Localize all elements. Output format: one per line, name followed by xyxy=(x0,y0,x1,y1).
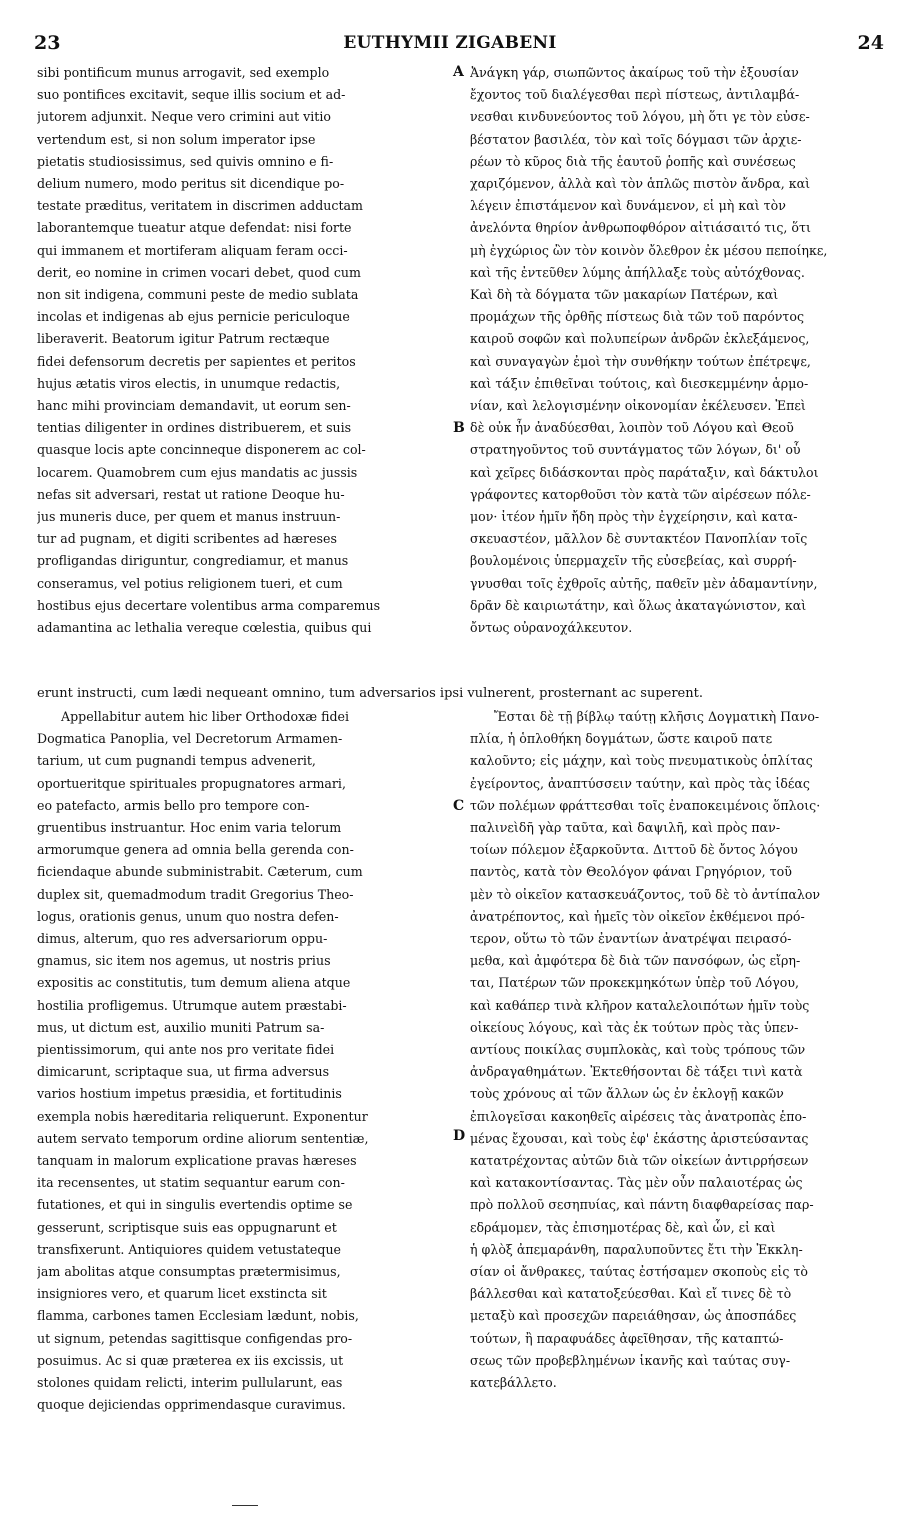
text-line: locarem. Quamobrem cum ejus mandatis ac jussis xyxy=(37,464,358,480)
text-line: καὶ συναγαγὼν ἐμοὶ τὴν συνθήκην τούτων ἐπέτρεψε, xyxy=(470,353,811,369)
text-line: futationes, et qui in singulis evertendis optime se xyxy=(37,1197,353,1213)
text-line: μὴ ἐγχώριος ὢν τὸν κοινὸν ὄλεθρον ἐκ μέσου πεποίηκε, xyxy=(470,242,828,258)
text-line: στρατηγοῦντος τοῦ συντάγματος τῶν λόγων, δι' οὗ xyxy=(470,442,801,458)
text-line: eo patefacto, armis bello pro tempore con- xyxy=(37,797,310,813)
text-line: logus, orationis genus, unum quo nostra defen- xyxy=(37,908,339,924)
text-line: Ἀνάγκη γάρ, σιωπῶντος ἀκαίρως τοῦ τὴν ἐξουσίαν xyxy=(470,65,799,80)
text-line: tanquam in malorum explicatione pravas hæreses xyxy=(37,1153,357,1169)
text-line: τοὺς χρόνους αἱ τῶν ἄλλων ὡς ἐν ἐκλογῇ κακῶν xyxy=(470,1086,784,1102)
text-line: gesserunt, scriptisque suis eas oppugnarunt et xyxy=(37,1219,337,1235)
text-line: transfixerunt. Antiquiores quidem vetustateque xyxy=(37,1241,342,1257)
text-line: conseramus, vel potius religionem tueri, et cum xyxy=(37,575,343,591)
text-line: jus muneris duce, per quem et manus instruun- xyxy=(37,509,341,525)
text-line: Καὶ δὴ τὰ δόγματα τῶν μακαρίων Πατέρων, καὶ xyxy=(470,287,779,303)
text-line: ἐπιλογεῖσαι κακοηθεῖς αἱρέσεις τὰς ἀνατροπὰς ἑπο- xyxy=(470,1108,807,1124)
text-line: incolas et indigenas ab ejus pernicie periculoque xyxy=(37,309,350,325)
page-number-left: 23 xyxy=(34,32,61,54)
text-line: εδράμομεν, τὰς ἐπισημοτέρας δὲ, καὶ ὧν, εἰ καὶ xyxy=(470,1219,776,1235)
text-line: gnamus, sic item nos agemus, ut nostris prius xyxy=(37,953,331,969)
text-line: sibi pontificum munus arrogavit, sed exemplo xyxy=(37,65,330,80)
full-width-line xyxy=(37,683,882,705)
text-line: προμάχων τῆς ὀρθῆς πίστεως διὰ τῶν τοῦ παρόντος xyxy=(470,309,805,325)
page-number-right: 24 xyxy=(857,32,884,54)
text-line: dimicarunt, scriptaque sua, ut firma adversus xyxy=(37,1064,330,1080)
text-line: varios hostium impetus præsidia, et fortitudinis xyxy=(37,1086,342,1102)
text-line: πρὸ πολλοῦ σεσηπυίας, καὶ πάντη διαφθαρείσας παρ- xyxy=(470,1197,814,1213)
text-line: καὶ τάξιν ἐπιθεῖναι τούτοις, καὶ διεσκεμμένην ἁρμο- xyxy=(470,375,809,391)
text-line: βουλομένοις ὑπερμαχεῖν τῆς εὐσεβείας, καὶ συρρή- xyxy=(470,553,797,569)
text-line: jam abolitas atque consumptas prætermisimus, xyxy=(37,1264,341,1280)
text-line: adamantina ac lethalia vereque cœlestia, quibus qui xyxy=(37,620,372,636)
text-line: suo pontifices excitavit, seque illis socium et ad- xyxy=(37,87,346,103)
bottom-rule xyxy=(232,1505,258,1506)
greek-column-top xyxy=(470,62,880,639)
text-line: oportueritque spirituales propugnatores armari, xyxy=(37,775,346,791)
text-line: quoque dejiciendas opprimendasque curavimus. xyxy=(37,1397,346,1413)
text-line: armorumque genera ad omnia bella gerenda con- xyxy=(37,842,354,858)
text-line: autem servato temporum ordine aliorum sententiæ, xyxy=(37,1130,369,1146)
text-line: ἀνατρέποντος, καὶ ἡμεῖς τὸν οἰκεῖον ἐκθέμενοι πρό- xyxy=(470,908,805,924)
text-line: vertendum est, si non solum imperator ipse xyxy=(37,131,316,147)
text-line: τερον, οὕτω τὸ τῶν ἐναντίων ἀνατρέψαι πειρασό- xyxy=(470,931,792,947)
text-line: ἔχοντος τοῦ διαλέγεσθαι περὶ πίστεως, ἀντιλαμβά- xyxy=(470,87,800,103)
text-line: tentias diligenter in ordines distribuerem, et suis xyxy=(37,420,352,436)
text-line: πλία, ἡ ὁπλοθήκη δογμάτων, ὥστε καιροῦ πατε xyxy=(470,731,773,747)
text-line: μένας ἔχουσαι, καὶ τοὺς ἐφ' ἑκάστης ἀριστεύσαντας xyxy=(470,1130,809,1146)
text-line: καὶ τῆς ἐντεῦθεν λύμης ἀπήλλαξε τοὺς αὐτόχθονας. xyxy=(470,264,805,280)
text-line: μεθα, καὶ ἀμφότερα δὲ διὰ τῶν πανσόφων, ὡς εἴρη- xyxy=(470,953,801,969)
text-line: σίαν οἱ ἄνθρακες, ταύτας ἐστήσαμεν σκοποὺς εἰς τὸ xyxy=(470,1264,809,1280)
text-line: expositis ac constitutis, tum demum aliena atque xyxy=(37,975,351,991)
text-line: καιροῦ σοφῶν καὶ πολυπείρων ἀνδρῶν ἐκλεξάμενος, xyxy=(470,331,810,347)
text-line: pientissimorum, qui ante nos pro veritate fidei xyxy=(37,1042,335,1058)
text-line: ἀνδραγαθημάτων. Ἐκτεθήσονται δὲ τάξει τινὶ κατὰ xyxy=(470,1064,803,1080)
text-line: λέγειν ἐπιστάμενον καὶ δυνάμενον, εἰ μὴ καὶ τὸν xyxy=(470,198,786,214)
text-line: testate præditus, veritatem in discrimen adductam xyxy=(37,198,363,214)
text-line: insigniores vero, et quarum licet exstincta sit xyxy=(37,1286,327,1302)
margin-letter-a: A xyxy=(453,64,464,80)
text-line: βέστατον βασιλέα, τὸν καὶ τοῖς δόγμασι τῶν ἀρχιε- xyxy=(470,131,802,147)
text-line: profligandas diriguntur, congrediamur, et manus xyxy=(37,553,349,569)
text-line: fidei defensorum decretis per sapientes et peritos xyxy=(37,353,356,369)
text-line: ὄντως οὐρανοχάλκευτον. xyxy=(470,620,633,636)
text-line: τοίων πόλεμον ἐξαρκοῦντα. Διττοῦ δὲ ὄντος λόγου xyxy=(470,842,798,858)
text-line: non sit indigena, communi peste de medio sublata xyxy=(37,287,359,303)
text-line: τούτων, ἢ παραφυάδες ἀφεῖθησαν, τῆς καταπτώ- xyxy=(470,1330,784,1346)
text-line: erunt instructi, cum lædi nequeant omnino, tum adversarios ipsi vulnerent, prosternant ac superent. xyxy=(37,686,703,701)
margin-letter-b: B xyxy=(453,420,465,436)
text-line: ita recensentes, ut statim sequantur earum con- xyxy=(37,1175,345,1191)
text-line: γνυσθαι τοῖς ἐχθροῖς αὐτῆς, παθεῖν μὲν ἀδαμαντίνην, xyxy=(470,575,818,591)
text-line: nefas sit adversari, restat ut ratione Deoque hu- xyxy=(37,486,345,502)
text-line: οἰκείους λόγους, καὶ τὰς ἐκ τούτων πρὸς τὰς ὑπεν- xyxy=(470,1019,799,1035)
text-line: ἐγείροντος, ἀναπτύσσειν ταύτην, καὶ πρὸς τὰς ἰδέας xyxy=(470,775,810,791)
text-line: καὶ καθάπερ τινὰ κλῆρον καταλελοιπότων ἡμῖν τοὺς xyxy=(470,997,810,1013)
latin-column-bottom xyxy=(37,706,453,1417)
text-line: laborantemque tueatur atque defendat: nisi forte xyxy=(37,220,352,236)
text-line: liberaverit. Beatorum igitur Patrum rectæque xyxy=(37,331,330,347)
text-line: καλοῦντο; εἰς μάχην, καὶ τοὺς πνευματικοὺς ὁπλίτας xyxy=(470,753,813,769)
text-line: μον· ἰτέον ἡμῖν ἤδη πρὸς τὴν ἐγχείρησιν, καὶ κατα- xyxy=(470,509,798,525)
text-line: Ἔσται δὲ τῇ βίβλῳ ταύτῃ κλῆσις Δογματικὴ Πανο- xyxy=(494,709,820,724)
text-line: καὶ χεῖρες διδάσκονται πρὸς παράταξιν, καὶ δάκτυλοι xyxy=(470,464,819,480)
text-line: παντὸς, κατὰ τὸν Θεολόγον φάναι Γρηγόριον, τοῦ xyxy=(470,864,792,880)
text-line: ρέων τὸ κῦρος διὰ τῆς ἑαυτοῦ ῥοπῆς καὶ συνέσεως xyxy=(470,153,796,169)
text-line: stolones quidam relicti, interim pullularunt, eas xyxy=(37,1375,343,1391)
text-line: tarium, ut cum pugnandi tempus advenerit, xyxy=(37,753,316,769)
latin-column-top xyxy=(37,62,453,639)
text-line: μεταξὺ καὶ προσεχῶν παρειάθησαν, ὡς ἀποσπάδες xyxy=(470,1308,797,1324)
text-line: exempla nobis hæreditaria reliquerunt. Exponentur xyxy=(37,1108,368,1124)
text-line: αντίους ποικίλας συμπλοκὰς, καὶ τοὺς τρόπους τῶν xyxy=(470,1042,806,1058)
text-line: καὶ κατακοντίσαντας. Τὰς μὲν οὖν παλαιοτέρας ὡς xyxy=(470,1175,803,1191)
text-line: σεως τῶν προβεβλημένων ἱκανῆς καὶ ταύτας συγ- xyxy=(470,1352,791,1368)
text-line: Dogmatica Panoplia, vel Decretorum Armamen- xyxy=(37,731,343,747)
text-line: παλινεὶδῆ γὰρ ταῦτα, καὶ δαψιλῆ, καὶ πρὸς παν- xyxy=(470,820,781,836)
text-line: νίαν, καὶ λελογισμένην οἰκονομίαν ἐκέλευσεν. Ἐπεὶ xyxy=(470,398,806,414)
text-line: τῶν πολέμων φράττεσθαι τοῖς ἐναποκειμένοις ὅπλοις· xyxy=(470,797,821,813)
text-line: quasque locis apte concinneque disponerem ac col- xyxy=(37,442,366,458)
margin-letter-d: D xyxy=(453,1128,466,1144)
text-line: δρᾶν δὲ καιριωτάτην, καὶ ὅλως ἀκαταγώνιστον, καὶ xyxy=(470,597,807,613)
text-line: ἀνελόντα θηρίον ἀνθρωποφθόρον αἰτιάσαιτό τις, ὅτι xyxy=(470,220,811,236)
text-line: hujus ætatis viros electis, in unumque redactis, xyxy=(37,375,341,391)
running-title: EUTHYMII ZIGABENI xyxy=(343,33,557,53)
text-line: βάλλεσθαι καὶ κατατοξεύεσθαι. Καὶ εἴ τινες δὲ τὸ xyxy=(470,1286,792,1302)
text-line: posuimus. Ac si quæ præterea ex iis excissis, ut xyxy=(37,1352,344,1368)
text-line: derit, eo nomine in crimen vocari debet, quod cum xyxy=(37,264,361,280)
text-line: flamma, carbones tamen Ecclesiam lædunt, nobis, xyxy=(37,1308,359,1324)
text-line: gruentibus instruantur. Hoc enim varia telorum xyxy=(37,820,342,836)
text-line: κατατρέχοντας αὐτῶν διὰ τῶν οἰκείων ἀντιρρήσεων xyxy=(470,1153,809,1169)
text-line: duplex sit, quemadmodum tradit Gregorius Theo- xyxy=(37,886,354,902)
text-line: ται, Πατέρων τῶν προκεκμηκότων ὑπὲρ τοῦ Λόγου, xyxy=(470,975,799,991)
text-line: mus, ut dictum est, auxilio muniti Patrum sa- xyxy=(37,1019,325,1035)
text-line: μὲν τὸ οἰκεῖον κατασκευάζοντος, τοῦ δὲ τὸ ἀντίπαλον xyxy=(470,886,821,902)
greek-column-bottom xyxy=(470,706,880,1394)
text-line: hostibus ejus decertare volentibus arma comparemus xyxy=(37,597,381,613)
text-line: ut signum, petendas sagittisque configendas pro- xyxy=(37,1330,353,1346)
text-line: νεσθαι κινδυνεύοντος τοῦ λόγου, μὴ ὅτι γε τὸν εὐσε- xyxy=(470,109,810,125)
text-line: pietatis studiosissimus, sed quivis omnino e fi- xyxy=(37,153,334,169)
text-line: Appellabitur autem hic liber Orthodoxæ fidei xyxy=(61,709,350,724)
text-line: σκευαστέον, μᾶλλον δὲ συντακτέον Πανοπλίαν τοῖς xyxy=(470,531,808,547)
text-line: delium numero, modo peritus sit dicendique po- xyxy=(37,176,345,192)
text-line: qui immanem et mortiferam aliquam feram occi- xyxy=(37,242,348,258)
text-line: κατεβάλλετο. xyxy=(470,1375,557,1391)
text-line: jutorem adjunxit. Neque vero crimini aut vitio xyxy=(37,109,331,125)
text-line: hostilia profligemus. Utrumque autem præstabi- xyxy=(37,997,347,1013)
text-line: χαριζόμενον, ἀλλὰ καὶ τὸν ἁπλῶς πιστὸν ἄνδρα, καὶ xyxy=(470,176,811,192)
text-line: γράφοντες κατορθοῦσι τὸν κατὰ τῶν αἱρέσεων πόλε- xyxy=(470,486,811,502)
margin-letter-c: C xyxy=(453,798,465,814)
text-line: dimus, alterum, quo res adversariorum oppu- xyxy=(37,931,328,947)
text-line: ἡ φλὸξ ἀπεμαράνθη, παραλυποῦντες ἔτι τὴν Ἐκκλη- xyxy=(470,1241,803,1257)
text-line: ficiendaque abunde subministrabit. Cæterum, cum xyxy=(37,864,363,880)
text-line: tur ad pugnam, et digiti scribentes ad hæreses xyxy=(37,531,337,547)
text-line: δὲ οὐκ ἦν ἀναδύεσθαι, λοιπὸν τοῦ Λόγου καὶ Θεοῦ xyxy=(470,420,794,436)
text-line: hanc mihi provinciam demandavit, ut eorum sen- xyxy=(37,398,351,414)
